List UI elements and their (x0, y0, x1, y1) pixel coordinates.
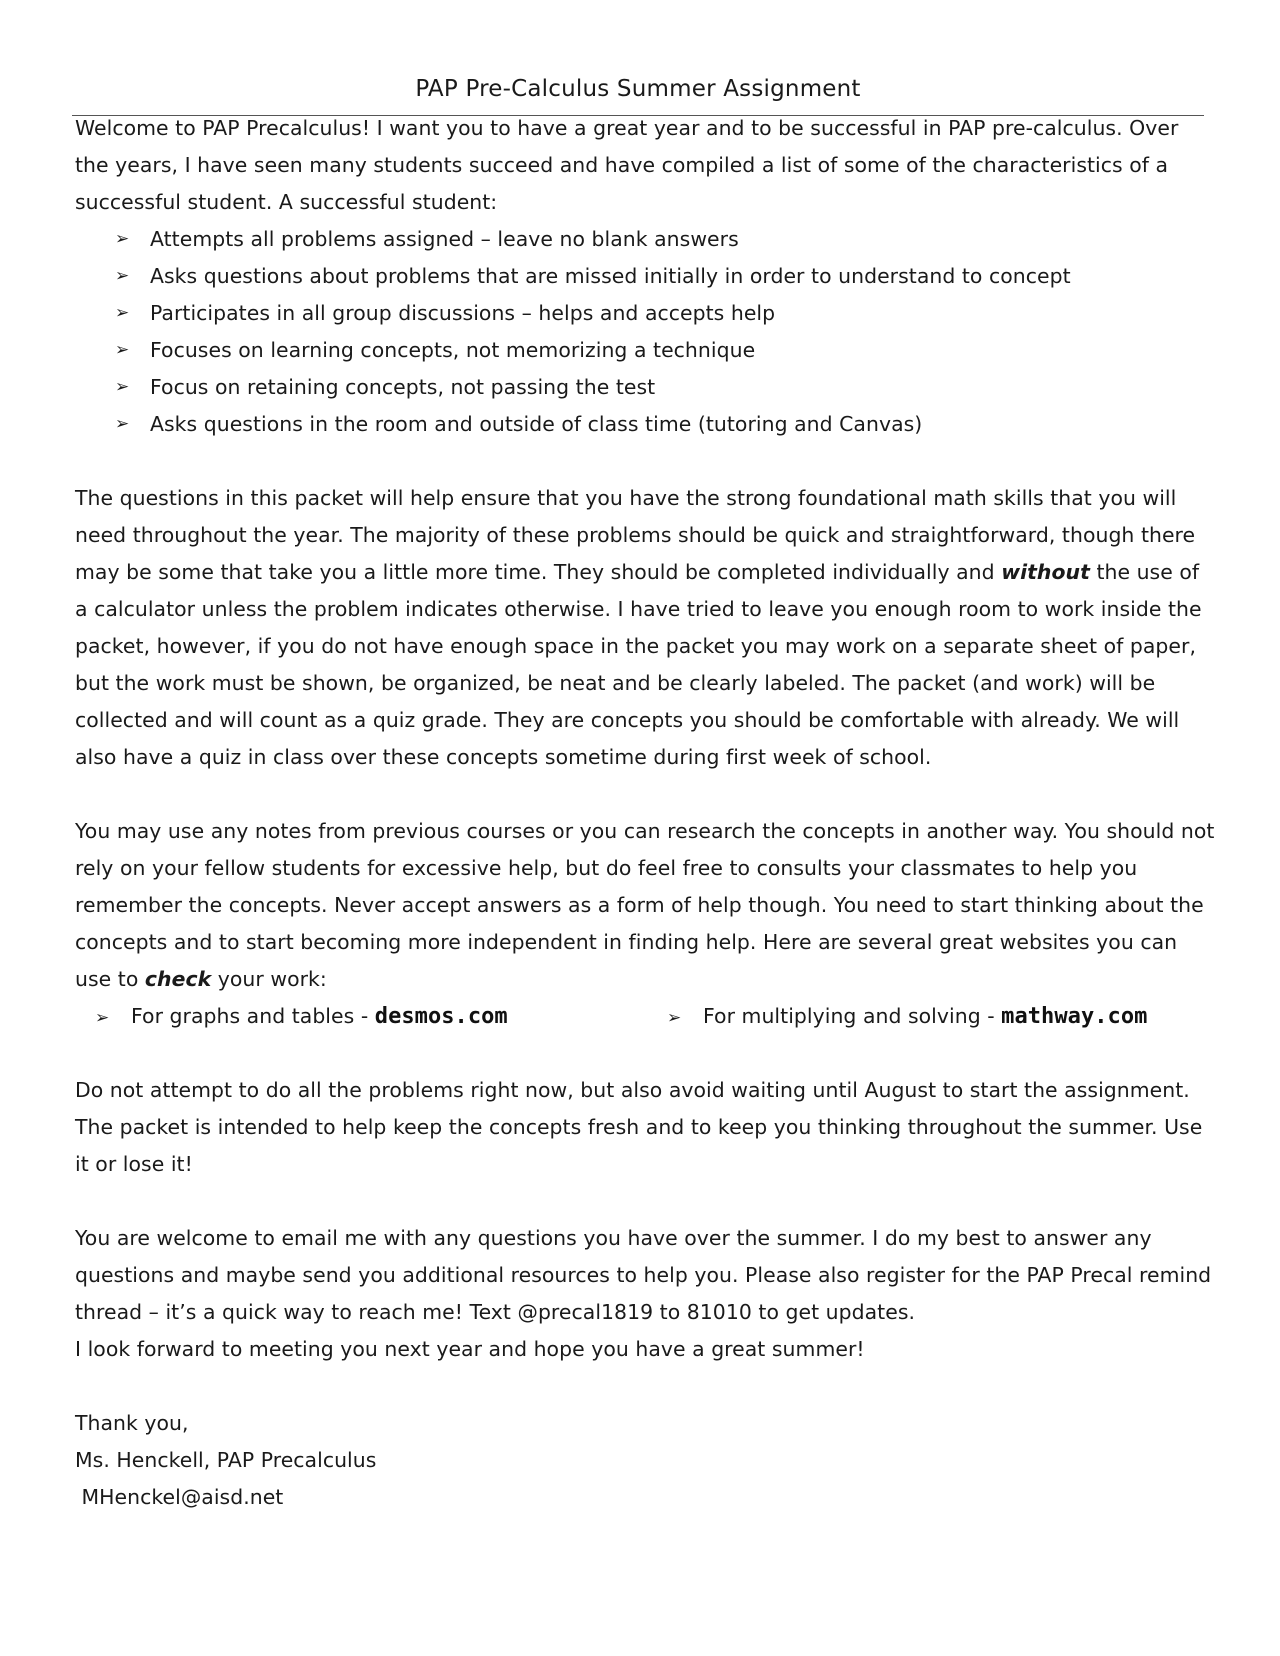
document-body (75, 110, 1215, 1516)
arrow-bullet-icon: ➢ (115, 340, 130, 360)
resources-paragraph: You may use any notes from previous courses or you can research the concepts in another way. You should not rely on your fellow students for excessive help, but do feel free to consults your classmates to help you remember the concepts. Never accept answers as a form of help though. You need to start thinking about the concepts and to start becoming more independent in finding help. Here are several great websites you can use to check your work: (75, 819, 1215, 991)
characteristics-list (75, 221, 1215, 443)
intro-paragraph: Welcome to PAP Precalculus! I want you to have a great year and to be successful in PAP pre-calculus. Over the years, I have seen many students succeed and have compiled a list of some of the characteristics of a successful student. A successful student: (75, 116, 1179, 214)
arrow-bullet-icon: ➢ (115, 414, 130, 434)
signoff-name: Ms. Henckell, PAP Precalculus (75, 1448, 377, 1472)
closing-line: I look forward to meeting you next year and hope you have a great summer! (75, 1337, 865, 1361)
page-title: PAP Pre-Calculus Summer Assignment (415, 76, 861, 102)
arrow-bullet-icon: ➢ (95, 1008, 110, 1028)
list-item: ➢ Asks questions in the room and outside of class time (tutoring and Canvas) (75, 406, 1215, 443)
signoff-block (75, 1405, 1215, 1516)
list-item: ➢ Focuses on learning concepts, not memorizing a technique (75, 332, 1215, 369)
list-item: ➢ Participates in all group discussions – helps and accepts help (75, 295, 1215, 332)
arrow-bullet-icon: ➢ (667, 1008, 682, 1028)
without-emphasis: without (1001, 560, 1090, 584)
signoff-thanks: Thank you, (75, 1411, 189, 1435)
website-item-mathway: ➢ For multiplying and solving - mathway.com (667, 998, 1147, 1037)
desmos-link[interactable]: desmos.com (374, 1004, 508, 1029)
check-emphasis: check (144, 967, 212, 991)
contact-paragraph: You are welcome to email me with any questions you have over the summer. I do my best to answer any questions and maybe send you additional resources to help you. Please also register for the PAP Precal remind thread – it’s a quick way to reach me! Text @precal1819 to 81010 to get updates. (75, 1226, 1212, 1324)
packet-paragraph: The questions in this packet will help ensure that you have the strong foundational math skills that you will need throughout the year. The majority of these problems should be quick and straightforward, though there may be some that take you a little more time. They should be completed individually and without the use of a calculator unless the problem indicates otherwise. I have tried to leave you enough room to work inside the packet, however, if you do not have enough space in the packet you may work on a separate sheet of paper, but the work must be shown, be organized, be neat and be clearly labeled. The packet (and work) will be collected and will count as a quiz grade. They are concepts you should be comfortable with already. We will also have a quiz in class over these concepts sometime during first week of school. (75, 486, 1202, 769)
websites-row (75, 998, 1215, 1035)
website-item-desmos: ➢ For graphs and tables - desmos.com (95, 998, 508, 1037)
arrow-bullet-icon: ➢ (115, 377, 130, 397)
mathway-link[interactable]: mathway.com (1001, 1004, 1148, 1029)
arrow-bullet-icon: ➢ (115, 266, 130, 286)
list-item: ➢ Attempts all problems assigned – leave no blank answers (75, 221, 1215, 258)
arrow-bullet-icon: ➢ (115, 303, 130, 323)
list-item: ➢ Asks questions about problems that are missed initially in order to understand to concept (75, 258, 1215, 295)
signoff-email[interactable]: MHenckel@aisd.net (75, 1485, 284, 1509)
timing-paragraph: Do not attempt to do all the problems right now, but also avoid waiting until August to start the assignment. The packet is intended to help keep the concepts fresh and to keep you thinking throughout the summer. Use it or lose it! (75, 1078, 1203, 1176)
arrow-bullet-icon: ➢ (115, 229, 130, 249)
list-item: ➢ Focus on retaining concepts, not passing the test (75, 369, 1215, 406)
